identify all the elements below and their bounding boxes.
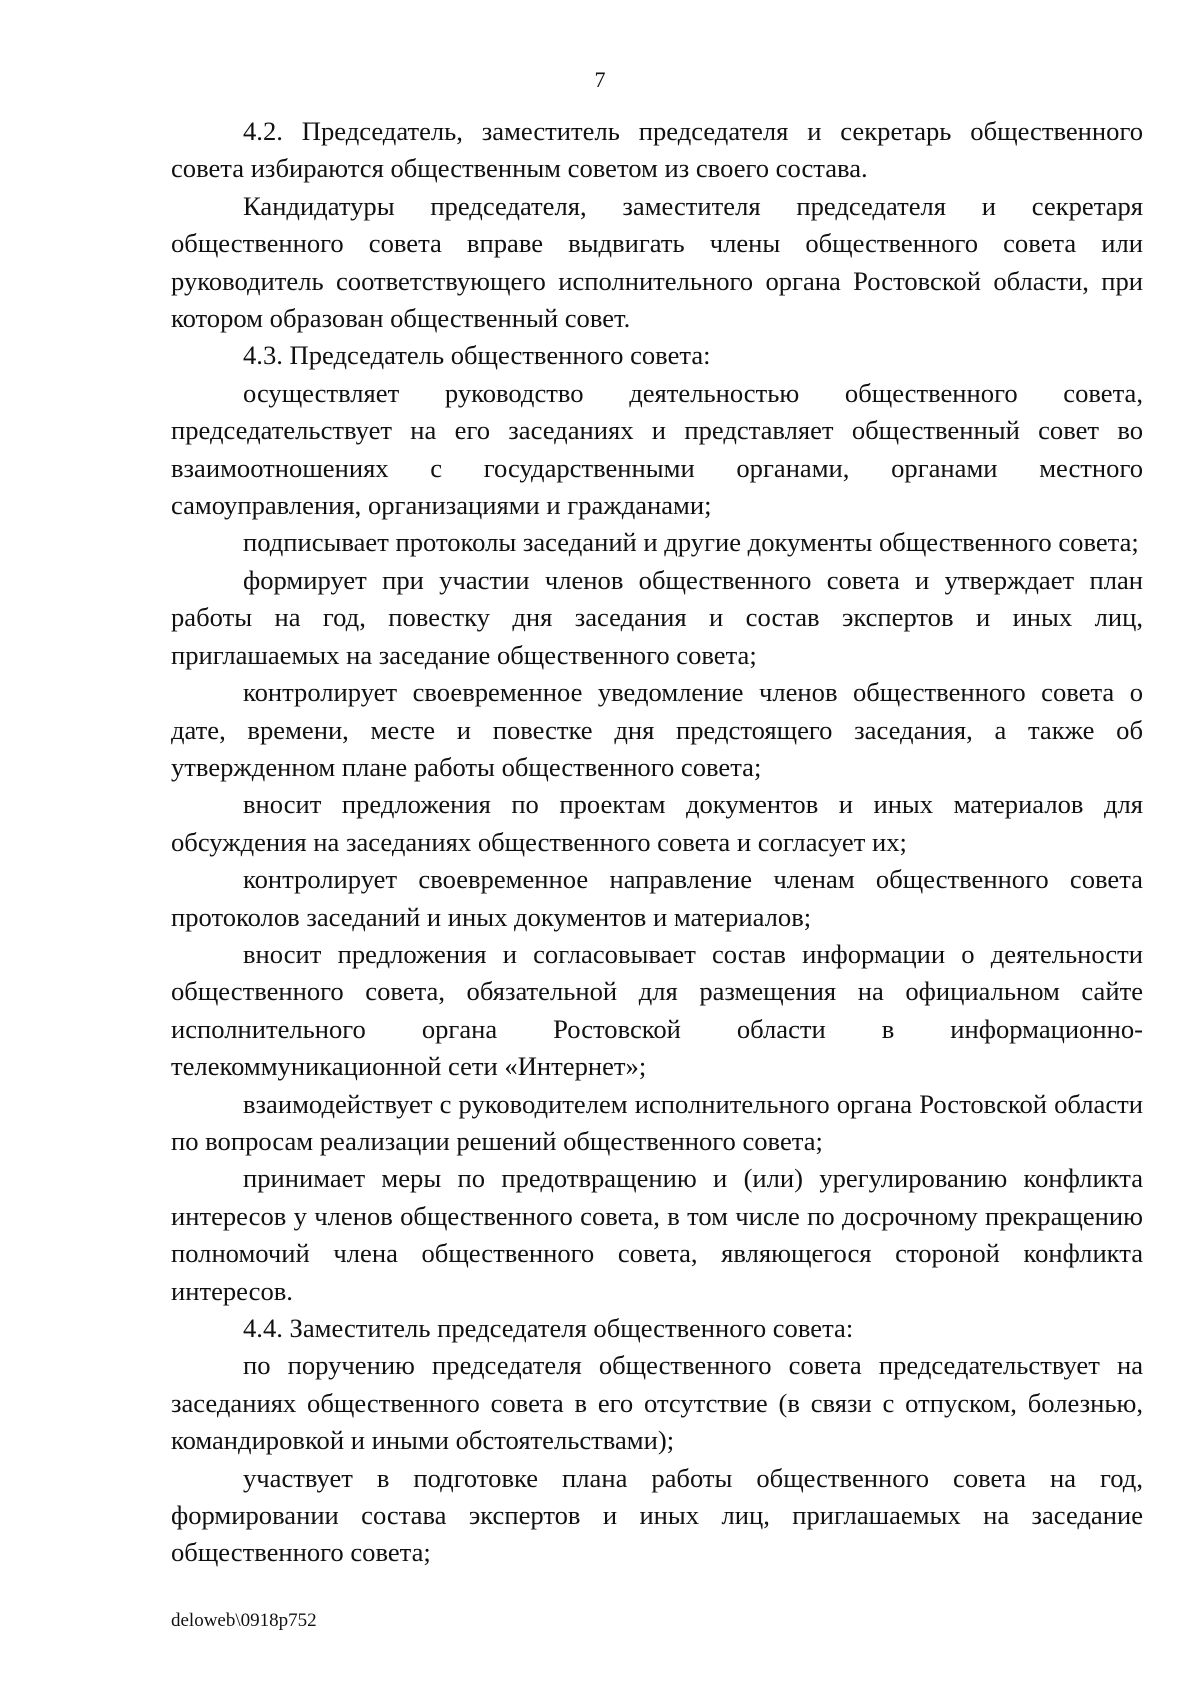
paragraph-chair-plans: формирует при участии членов общественного совета и утверждает план работы на год, повестку дня заседания и состав экспертов и иных лиц, приглашаемых на заседание общественного совета; — [171, 564, 1143, 670]
paragraph-deputy-participates: участвует в подготовке плана работы общественного совета на год, формировании состава экспертов и иных лиц, приглашаемых на заседание общественного совета; — [171, 1462, 1143, 1568]
paragraph-chair-website: вносит предложения и согласовывает состав информации о деятельности общественного совета, обязательной для размещения на официальном сайте исполнительного органа Ростовской области в информационно-телекоммуникационной сети «Интернет»; — [171, 938, 1143, 1082]
paragraph-chair-notifies: контролирует своевременное уведомление членов общественного совета о дате, времени, месте и повестке дня предстоящего заседания, а также об утвержденном плане работы общественного совета; — [171, 677, 1143, 782]
paragraph-4-3-heading: 4.3. Председатель общественного совета: — [243, 340, 711, 371]
paragraph-4-2: 4.2. Председатель, заместитель председателя и секретарь общественного совета избираются общественным советом из своего состава. — [171, 116, 1143, 184]
page-number: 7 — [594, 67, 606, 92]
paragraph-chair-leads: осуществляет руководство деятельностью общественного совета, председательствует на его заседаниях и представляет общественный совет во взаимоотношениях с государственными органами, органами местного самоуправления, организациями и гражданами; — [171, 377, 1143, 521]
paragraph-candidates: Кандидатуры председателя, заместителя председателя и секретаря общественного совета вправе выдвигать члены общественного совета или руководитель соответствующего исполнительного органа Ростовской области, при котором образован общественный совет. — [171, 190, 1143, 334]
paragraph-deputy-presides: по поручению председателя общественного совета председательствует на заседаниях общественного совета в его отсутствие (в связи с отпуском, болезнью, командировкой и иными обстоятельствами); — [171, 1350, 1143, 1456]
paragraph-chair-protocols: контролирует своевременное направление членам общественного совета протоколов заседаний и иных документов и материалов; — [171, 864, 1143, 932]
paragraph-chair-signs: подписывает протоколы заседаний и другие документы общественного совета; — [243, 527, 1139, 558]
paragraph-chair-proposals: вносит предложения по проектам документов и иных материалов для обсуждения на заседаниях общественного совета и согласует их; — [171, 789, 1143, 857]
paragraph-chair-conflict: принимает меры по предотвращению и (или) урегулированию конфликта интересов у членов общественного совета, в том числе по досрочному прекращению полномочий члена общественного совета, являющегося стороной конфликта интересов. — [171, 1163, 1143, 1306]
paragraph-chair-cooperates: взаимодействует с руководителем исполнительного органа Ростовской области по вопросам реализации решений общественного совета; — [171, 1088, 1143, 1156]
document-body — [171, 113, 1143, 1572]
paragraph-4-4-heading: 4.4. Заместитель председателя общественного совета: — [243, 1313, 854, 1343]
document-registration-code: deloweb\0918p752 — [171, 1610, 317, 1631]
